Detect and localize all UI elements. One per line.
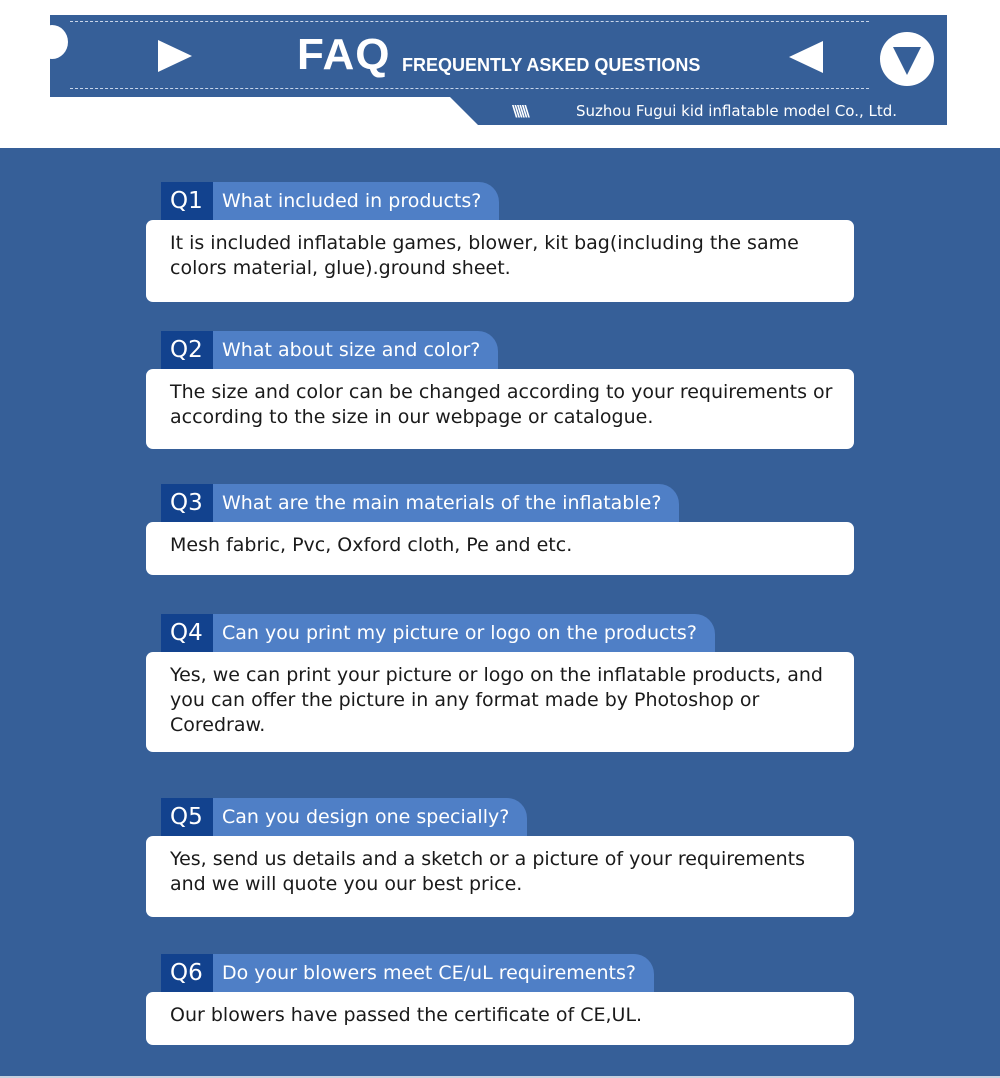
question-tab [161, 954, 654, 992]
question-text: Do your blowers meet CE/uL requirements? [222, 962, 636, 984]
question-text: What are the main materials of the inflatable? [222, 492, 662, 514]
question-tab [161, 484, 679, 522]
answer-box [146, 836, 854, 917]
faq-item-5 [146, 798, 854, 920]
question-number: Q3 [161, 484, 213, 522]
answer-text: Yes, we can print your picture or logo on the inflatable products, and you can offer the picture in any format made by Photoshop or Coredraw. [170, 664, 823, 736]
question-text: Can you design one specially? [222, 806, 510, 828]
answer-text: The size and color can be changed according to your requirements or according to the size in our webpage or catalogue. [170, 381, 833, 428]
answer-text: Mesh fabric, Pvc, Oxford cloth, Pe and etc. [170, 534, 573, 556]
faq-item-1 [146, 182, 854, 302]
answer-box [146, 992, 854, 1045]
dashed-divider-top [70, 21, 869, 22]
answer-text: Yes, send us details and a sketch or a picture of your requirements and we will quote you our best price. [170, 848, 805, 895]
dashed-divider-bottom [70, 88, 869, 89]
question-number: Q5 [161, 798, 213, 836]
answer-box [146, 369, 854, 449]
question-text: What about size and color? [222, 339, 481, 361]
faq-item-2 [146, 331, 854, 451]
company-name: Suzhou Fugui kid inflatable model Co., Ltd. [576, 102, 898, 120]
banner-notch-circle [36, 25, 68, 59]
question-number: Q1 [161, 182, 213, 220]
answer-box [146, 522, 854, 575]
question-tab [161, 614, 715, 652]
page-subtitle: FREQUENTLY ASKED QUESTIONS [402, 55, 701, 75]
play-right-icon [158, 40, 192, 72]
company-slashes: \\\\\\ [512, 102, 527, 120]
question-number: Q2 [161, 331, 213, 369]
question-tab [161, 798, 527, 836]
play-left-icon [789, 41, 823, 73]
question-number: Q6 [161, 954, 213, 992]
answer-text: It is included inflatable games, blower, kit bag(including the same colors material, glue).ground sheet. [170, 232, 799, 279]
question-tab [161, 331, 498, 369]
question-tab [161, 182, 499, 220]
answer-box [146, 652, 854, 752]
page-title: FAQ [297, 30, 391, 79]
answer-text: Our blowers have passed the certificate of CE,UL. [170, 1004, 643, 1026]
faq-section [0, 148, 1000, 1078]
question-text: Can you print my picture or logo on the products? [222, 622, 697, 644]
faq-item-4 [146, 614, 854, 754]
faq-item-6 [146, 954, 854, 1050]
question-text: What included in products? [222, 190, 482, 212]
question-number: Q4 [161, 614, 213, 652]
answer-box [146, 220, 854, 302]
down-arrow-circle-icon [880, 32, 934, 86]
faq-item-3 [146, 484, 854, 576]
